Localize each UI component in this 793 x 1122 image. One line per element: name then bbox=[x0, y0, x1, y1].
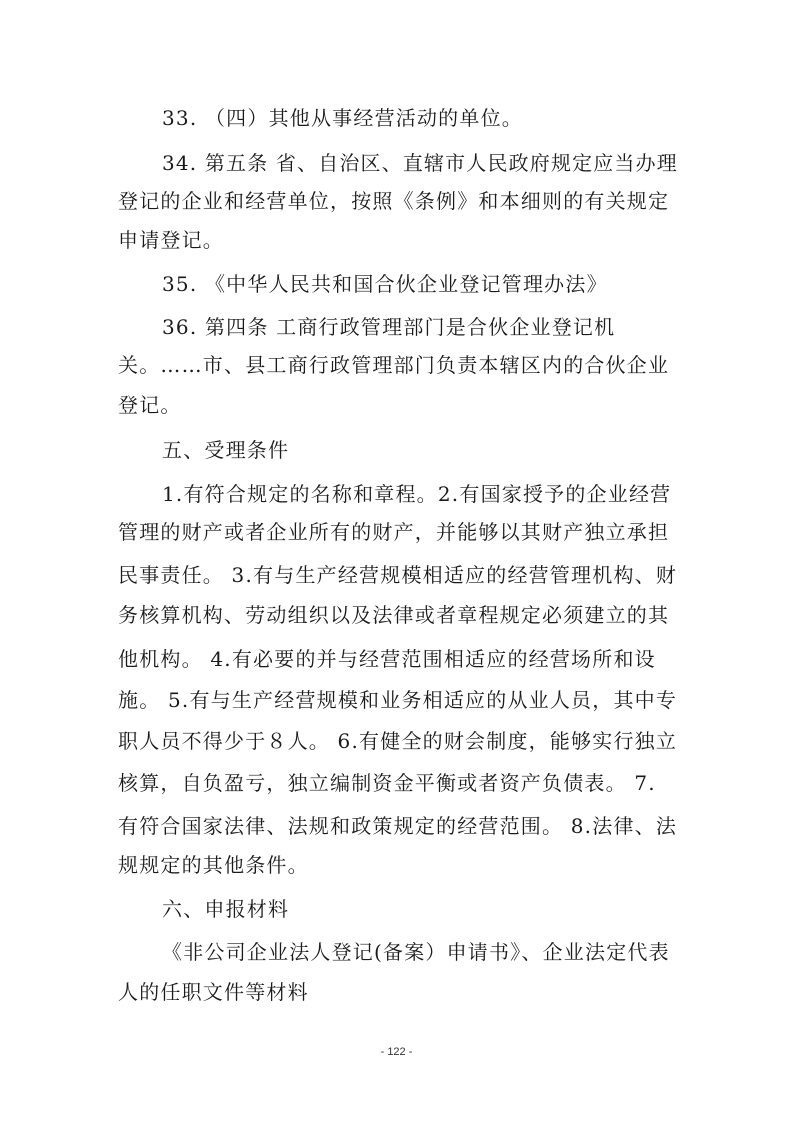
paragraph-line: 1.有符合规定的名称和章程。2.有国家授予的企业经营 bbox=[162, 482, 672, 506]
paragraph-line: 职人员不得少于８人。 6.有健全的财会制度，能够实行独立 bbox=[118, 729, 678, 753]
paragraph-line: 施。 5.有与生产经营规模和业务相适应的从业人员，其中专 bbox=[118, 688, 678, 712]
paragraph-line: 关。……市、县工商行政管理部门负责本辖区内的合伙企业 bbox=[118, 353, 670, 377]
paragraph-line: 人的任职文件等材料 bbox=[118, 980, 309, 1004]
paragraph-line: 他机构。 4.有必要的并与经营范围相适应的经营场所和设 bbox=[118, 647, 656, 671]
paragraph-line: 民事责任。 3.有与生产经营规模相适应的经营管理机构、财 bbox=[118, 563, 678, 587]
paragraph-line: 规规定的其他条件。 bbox=[118, 853, 309, 877]
paragraph-line: 33. （四）其他从事经营活动的单位。 bbox=[162, 106, 523, 130]
paragraph-line: 申请登记。 bbox=[118, 228, 224, 252]
paragraph-line: 36. 第四条 工商行政管理部门是合伙企业登记机 bbox=[162, 315, 616, 339]
paragraph-line: 核算，自负盈亏，独立编制资金平衡或者资产负债表。 7. bbox=[118, 771, 656, 795]
paragraph-line: 管理的财产或者企业所有的财产，并能够以其财产独立承担 bbox=[118, 520, 670, 544]
paragraph-line: 《非公司企业法人登记(备案）申请书》、企业法定代表 bbox=[162, 940, 670, 964]
section-heading: 五、受理条件 bbox=[162, 438, 290, 462]
page-number: - 122 - bbox=[380, 1046, 413, 1058]
section-heading: 六、申报材料 bbox=[162, 897, 290, 921]
paragraph-line: 登记。 bbox=[118, 393, 182, 417]
paragraph-line: 34. 第五条 省、自治区、直辖市人民政府规定应当办理 bbox=[162, 151, 678, 175]
paragraph-line: 登记的企业和经营单位，按照《条例》和本细则的有关规定 bbox=[118, 189, 670, 213]
paragraph-line: 35. 《中华人民共和国合伙企业登记管理办法》 bbox=[162, 272, 608, 296]
paragraph-line: 务核算机构、劳动组织以及法律或者章程规定必须建立的其 bbox=[118, 603, 670, 627]
paragraph-line: 有符合国家法律、法规和政策规定的经营范围。 8.法律、法 bbox=[118, 814, 678, 838]
